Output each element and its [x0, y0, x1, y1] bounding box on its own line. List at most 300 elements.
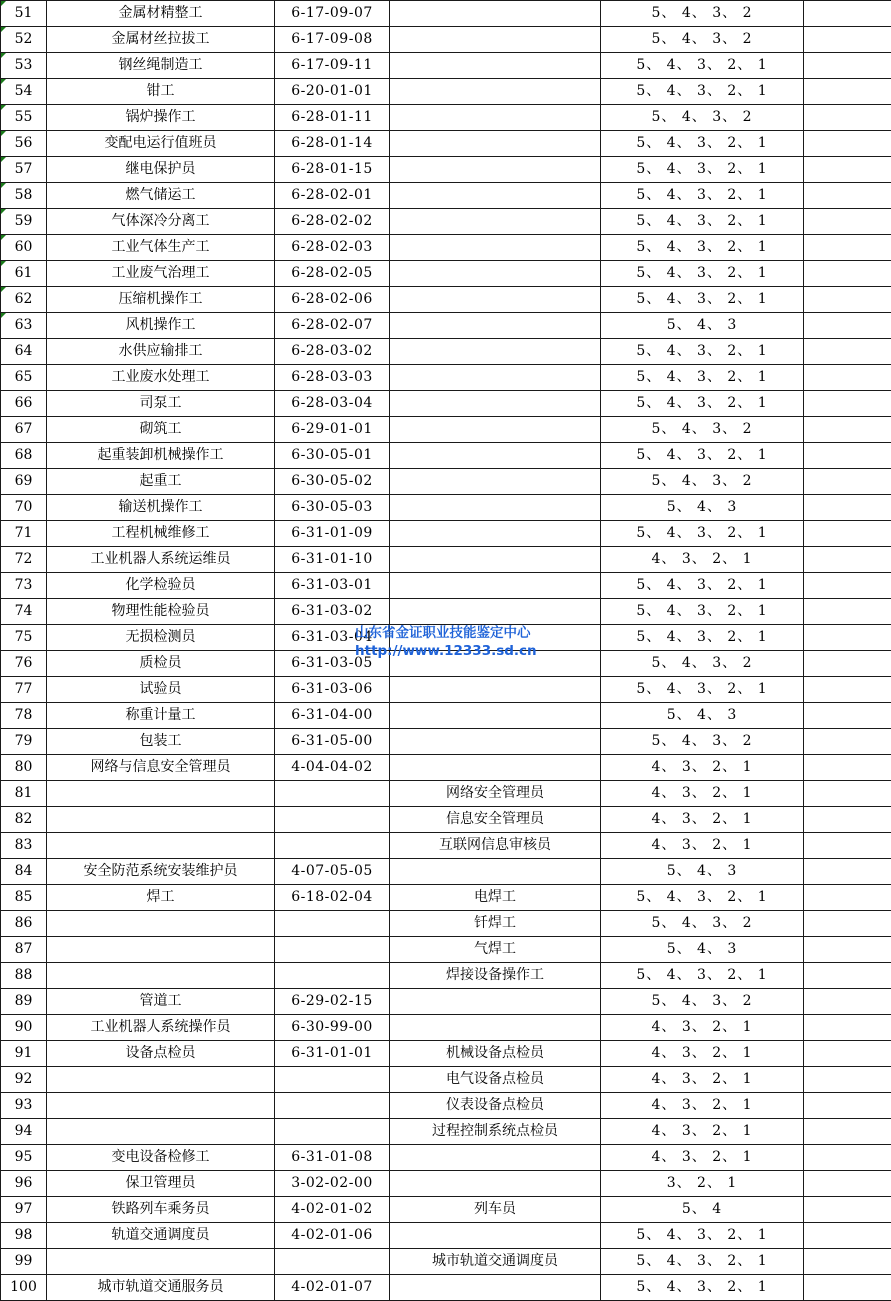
row-number-cell[interactable]	[1, 339, 47, 365]
occupation-name-cell[interactable]	[47, 1223, 275, 1249]
occupation-code-cell[interactable]	[275, 1171, 390, 1197]
occupation-code-cell[interactable]	[275, 157, 390, 183]
skill-levels-cell[interactable]	[601, 53, 804, 79]
work-type-cell[interactable]	[390, 339, 601, 365]
row-number-cell[interactable]	[1, 209, 47, 235]
skill-levels-cell[interactable]	[601, 391, 804, 417]
row-number-cell[interactable]	[1, 625, 47, 651]
work-type-cell[interactable]	[390, 807, 601, 833]
occupation-name-cell[interactable]	[47, 625, 275, 651]
skill-levels-cell[interactable]	[601, 677, 804, 703]
occupation-code-cell[interactable]	[275, 781, 390, 807]
work-type-cell[interactable]	[390, 833, 601, 859]
occupation-code-cell[interactable]	[275, 391, 390, 417]
skill-levels-cell[interactable]	[601, 365, 804, 391]
occupation-code-cell[interactable]	[275, 1275, 390, 1301]
row-number-cell[interactable]	[1, 1041, 47, 1067]
row-number-cell[interactable]	[1, 885, 47, 911]
work-type-cell[interactable]	[390, 703, 601, 729]
occupation-name-cell[interactable]	[47, 1, 275, 27]
occupation-code-cell[interactable]	[275, 27, 390, 53]
remark-cell[interactable]	[804, 391, 891, 417]
occupation-name-cell[interactable]	[47, 261, 275, 287]
occupation-name-cell[interactable]	[47, 209, 275, 235]
work-type-cell[interactable]	[390, 755, 601, 781]
skill-levels-cell[interactable]	[601, 911, 804, 937]
occupation-code-cell[interactable]	[275, 443, 390, 469]
work-type-cell[interactable]	[390, 859, 601, 885]
row-number-cell[interactable]	[1, 1249, 47, 1275]
occupation-code-cell[interactable]	[275, 105, 390, 131]
skill-levels-cell[interactable]	[601, 781, 804, 807]
work-type-cell[interactable]	[390, 781, 601, 807]
row-number-cell[interactable]	[1, 495, 47, 521]
occupation-code-cell[interactable]	[275, 131, 390, 157]
occupation-name-cell[interactable]	[47, 1041, 275, 1067]
remark-cell[interactable]	[804, 937, 891, 963]
work-type-cell[interactable]	[390, 443, 601, 469]
skill-levels-cell[interactable]	[601, 157, 804, 183]
occupation-name-cell[interactable]	[47, 1067, 275, 1093]
skill-levels-cell[interactable]	[601, 729, 804, 755]
skill-levels-cell[interactable]	[601, 313, 804, 339]
work-type-cell[interactable]	[390, 1171, 601, 1197]
row-number-cell[interactable]	[1, 573, 47, 599]
remark-cell[interactable]	[804, 1093, 891, 1119]
row-number-cell[interactable]	[1, 417, 47, 443]
occupation-name-cell[interactable]	[47, 27, 275, 53]
row-number-cell[interactable]	[1, 27, 47, 53]
remark-cell[interactable]	[804, 79, 891, 105]
skill-levels-cell[interactable]	[601, 547, 804, 573]
work-type-cell[interactable]	[390, 183, 601, 209]
work-type-cell[interactable]	[390, 963, 601, 989]
remark-cell[interactable]	[804, 521, 891, 547]
row-number-cell[interactable]	[1, 1171, 47, 1197]
remark-cell[interactable]	[804, 963, 891, 989]
occupation-name-cell[interactable]	[47, 235, 275, 261]
row-number-cell[interactable]	[1, 105, 47, 131]
skill-levels-cell[interactable]	[601, 521, 804, 547]
work-type-cell[interactable]	[390, 79, 601, 105]
skill-levels-cell[interactable]	[601, 963, 804, 989]
occupation-name-cell[interactable]	[47, 729, 275, 755]
skill-levels-cell[interactable]	[601, 27, 804, 53]
row-number-cell[interactable]	[1, 599, 47, 625]
work-type-cell[interactable]	[390, 1119, 601, 1145]
skill-levels-cell[interactable]	[601, 573, 804, 599]
remark-cell[interactable]	[804, 1275, 891, 1301]
occupation-code-cell[interactable]	[275, 417, 390, 443]
work-type-cell[interactable]	[390, 547, 601, 573]
occupation-code-cell[interactable]	[275, 261, 390, 287]
skill-levels-cell[interactable]	[601, 235, 804, 261]
work-type-cell[interactable]	[390, 1041, 601, 1067]
work-type-cell[interactable]	[390, 131, 601, 157]
skill-levels-cell[interactable]	[601, 287, 804, 313]
skill-levels-cell[interactable]	[601, 1249, 804, 1275]
remark-cell[interactable]	[804, 989, 891, 1015]
work-type-cell[interactable]	[390, 989, 601, 1015]
occupation-name-cell[interactable]	[47, 1249, 275, 1275]
remark-cell[interactable]	[804, 1171, 891, 1197]
occupation-name-cell[interactable]	[47, 495, 275, 521]
row-number-cell[interactable]	[1, 937, 47, 963]
skill-levels-cell[interactable]	[601, 937, 804, 963]
skill-levels-cell[interactable]	[601, 807, 804, 833]
row-number-cell[interactable]	[1, 1, 47, 27]
remark-cell[interactable]	[804, 235, 891, 261]
row-number-cell[interactable]	[1, 807, 47, 833]
row-number-cell[interactable]	[1, 1223, 47, 1249]
row-number-cell[interactable]	[1, 911, 47, 937]
row-number-cell[interactable]	[1, 313, 47, 339]
occupation-name-cell[interactable]	[47, 807, 275, 833]
remark-cell[interactable]	[804, 677, 891, 703]
work-type-cell[interactable]	[390, 599, 601, 625]
remark-cell[interactable]	[804, 417, 891, 443]
occupation-code-cell[interactable]	[275, 1223, 390, 1249]
row-number-cell[interactable]	[1, 391, 47, 417]
remark-cell[interactable]	[804, 105, 891, 131]
occupation-code-cell[interactable]	[275, 677, 390, 703]
work-type-cell[interactable]	[390, 937, 601, 963]
work-type-cell[interactable]	[390, 885, 601, 911]
occupation-name-cell[interactable]	[47, 287, 275, 313]
remark-cell[interactable]	[804, 781, 891, 807]
remark-cell[interactable]	[804, 1197, 891, 1223]
occupation-code-cell[interactable]	[275, 469, 390, 495]
occupation-name-cell[interactable]	[47, 1275, 275, 1301]
work-type-cell[interactable]	[390, 469, 601, 495]
work-type-cell[interactable]	[390, 365, 601, 391]
skill-levels-cell[interactable]	[601, 1145, 804, 1171]
skill-levels-cell[interactable]	[601, 1223, 804, 1249]
work-type-cell[interactable]	[390, 53, 601, 79]
row-number-cell[interactable]	[1, 469, 47, 495]
occupation-name-cell[interactable]	[47, 443, 275, 469]
row-number-cell[interactable]	[1, 963, 47, 989]
remark-cell[interactable]	[804, 703, 891, 729]
occupation-name-cell[interactable]	[47, 131, 275, 157]
skill-levels-cell[interactable]	[601, 261, 804, 287]
occupation-name-cell[interactable]	[47, 79, 275, 105]
occupation-code-cell[interactable]	[275, 859, 390, 885]
skill-levels-cell[interactable]	[601, 703, 804, 729]
row-number-cell[interactable]	[1, 183, 47, 209]
occupation-name-cell[interactable]	[47, 989, 275, 1015]
remark-cell[interactable]	[804, 911, 891, 937]
remark-cell[interactable]	[804, 287, 891, 313]
occupation-code-cell[interactable]	[275, 573, 390, 599]
occupation-name-cell[interactable]	[47, 1171, 275, 1197]
row-number-cell[interactable]	[1, 833, 47, 859]
occupation-code-cell[interactable]	[275, 1067, 390, 1093]
work-type-cell[interactable]	[390, 313, 601, 339]
remark-cell[interactable]	[804, 261, 891, 287]
remark-cell[interactable]	[804, 469, 891, 495]
occupation-code-cell[interactable]	[275, 287, 390, 313]
occupation-code-cell[interactable]	[275, 963, 390, 989]
occupation-code-cell[interactable]	[275, 235, 390, 261]
occupation-name-cell[interactable]	[47, 677, 275, 703]
occupation-code-cell[interactable]	[275, 53, 390, 79]
occupation-code-cell[interactable]	[275, 79, 390, 105]
remark-cell[interactable]	[804, 547, 891, 573]
row-number-cell[interactable]	[1, 1093, 47, 1119]
occupation-name-cell[interactable]	[47, 859, 275, 885]
row-number-cell[interactable]	[1, 1197, 47, 1223]
occupation-code-cell[interactable]	[275, 209, 390, 235]
occupation-code-cell[interactable]	[275, 183, 390, 209]
skill-levels-cell[interactable]	[601, 1275, 804, 1301]
skill-levels-cell[interactable]	[601, 755, 804, 781]
remark-cell[interactable]	[804, 1015, 891, 1041]
occupation-name-cell[interactable]	[47, 651, 275, 677]
remark-cell[interactable]	[804, 729, 891, 755]
work-type-cell[interactable]	[390, 677, 601, 703]
work-type-cell[interactable]	[390, 287, 601, 313]
work-type-cell[interactable]	[390, 521, 601, 547]
remark-cell[interactable]	[804, 625, 891, 651]
skill-levels-cell[interactable]	[601, 469, 804, 495]
occupation-code-cell[interactable]	[275, 495, 390, 521]
remark-cell[interactable]	[804, 1041, 891, 1067]
work-type-cell[interactable]	[390, 1067, 601, 1093]
remark-cell[interactable]	[804, 157, 891, 183]
work-type-cell[interactable]	[390, 911, 601, 937]
occupation-name-cell[interactable]	[47, 703, 275, 729]
row-number-cell[interactable]	[1, 1119, 47, 1145]
occupation-name-cell[interactable]	[47, 53, 275, 79]
skill-levels-cell[interactable]	[601, 651, 804, 677]
occupation-name-cell[interactable]	[47, 1015, 275, 1041]
work-type-cell[interactable]	[390, 417, 601, 443]
work-type-cell[interactable]	[390, 1275, 601, 1301]
occupation-name-cell[interactable]	[47, 547, 275, 573]
remark-cell[interactable]	[804, 807, 891, 833]
skill-levels-cell[interactable]	[601, 79, 804, 105]
remark-cell[interactable]	[804, 53, 891, 79]
skill-levels-cell[interactable]	[601, 339, 804, 365]
remark-cell[interactable]	[804, 27, 891, 53]
skill-levels-cell[interactable]	[601, 833, 804, 859]
occupation-code-cell[interactable]	[275, 807, 390, 833]
skill-levels-cell[interactable]	[601, 131, 804, 157]
skill-levels-cell[interactable]	[601, 443, 804, 469]
occupation-name-cell[interactable]	[47, 599, 275, 625]
skill-levels-cell[interactable]	[601, 1041, 804, 1067]
remark-cell[interactable]	[804, 755, 891, 781]
occupation-code-cell[interactable]	[275, 937, 390, 963]
occupation-code-cell[interactable]	[275, 1, 390, 27]
occupation-name-cell[interactable]	[47, 937, 275, 963]
row-number-cell[interactable]	[1, 261, 47, 287]
occupation-name-cell[interactable]	[47, 1119, 275, 1145]
remark-cell[interactable]	[804, 495, 891, 521]
row-number-cell[interactable]	[1, 365, 47, 391]
occupation-code-cell[interactable]	[275, 833, 390, 859]
skill-levels-cell[interactable]	[601, 1067, 804, 1093]
work-type-cell[interactable]	[390, 1, 601, 27]
skill-levels-cell[interactable]	[601, 885, 804, 911]
row-number-cell[interactable]	[1, 859, 47, 885]
occupation-code-cell[interactable]	[275, 885, 390, 911]
row-number-cell[interactable]	[1, 1145, 47, 1171]
occupation-name-cell[interactable]	[47, 963, 275, 989]
work-type-cell[interactable]	[390, 1223, 601, 1249]
occupation-code-cell[interactable]	[275, 1041, 390, 1067]
occupation-name-cell[interactable]	[47, 391, 275, 417]
remark-cell[interactable]	[804, 599, 891, 625]
occupation-name-cell[interactable]	[47, 573, 275, 599]
occupation-name-cell[interactable]	[47, 365, 275, 391]
row-number-cell[interactable]	[1, 547, 47, 573]
occupation-code-cell[interactable]	[275, 911, 390, 937]
row-number-cell[interactable]	[1, 443, 47, 469]
occupation-code-cell[interactable]	[275, 1249, 390, 1275]
remark-cell[interactable]	[804, 573, 891, 599]
occupation-code-cell[interactable]	[275, 1197, 390, 1223]
work-type-cell[interactable]	[390, 573, 601, 599]
work-type-cell[interactable]	[390, 495, 601, 521]
skill-levels-cell[interactable]	[601, 1, 804, 27]
remark-cell[interactable]	[804, 131, 891, 157]
occupation-name-cell[interactable]	[47, 1093, 275, 1119]
remark-cell[interactable]	[804, 1119, 891, 1145]
remark-cell[interactable]	[804, 209, 891, 235]
row-number-cell[interactable]	[1, 131, 47, 157]
work-type-cell[interactable]	[390, 651, 601, 677]
occupation-name-cell[interactable]	[47, 339, 275, 365]
skill-levels-cell[interactable]	[601, 1093, 804, 1119]
skill-levels-cell[interactable]	[601, 1171, 804, 1197]
remark-cell[interactable]	[804, 651, 891, 677]
occupation-name-cell[interactable]	[47, 313, 275, 339]
work-type-cell[interactable]	[390, 1249, 601, 1275]
work-type-cell[interactable]	[390, 261, 601, 287]
occupation-name-cell[interactable]	[47, 755, 275, 781]
skill-levels-cell[interactable]	[601, 495, 804, 521]
work-type-cell[interactable]	[390, 209, 601, 235]
skill-levels-cell[interactable]	[601, 1015, 804, 1041]
skill-levels-cell[interactable]	[601, 209, 804, 235]
row-number-cell[interactable]	[1, 729, 47, 755]
remark-cell[interactable]	[804, 443, 891, 469]
occupation-code-cell[interactable]	[275, 1145, 390, 1171]
remark-cell[interactable]	[804, 365, 891, 391]
occupation-code-cell[interactable]	[275, 625, 390, 651]
occupation-name-cell[interactable]	[47, 833, 275, 859]
occupation-code-cell[interactable]	[275, 1093, 390, 1119]
row-number-cell[interactable]	[1, 755, 47, 781]
remark-cell[interactable]	[804, 833, 891, 859]
occupation-name-cell[interactable]	[47, 469, 275, 495]
row-number-cell[interactable]	[1, 1067, 47, 1093]
occupation-name-cell[interactable]	[47, 417, 275, 443]
occupation-code-cell[interactable]	[275, 651, 390, 677]
work-type-cell[interactable]	[390, 391, 601, 417]
work-type-cell[interactable]	[390, 1093, 601, 1119]
row-number-cell[interactable]	[1, 157, 47, 183]
skill-levels-cell[interactable]	[601, 625, 804, 651]
occupation-code-cell[interactable]	[275, 703, 390, 729]
work-type-cell[interactable]	[390, 1145, 601, 1171]
occupation-code-cell[interactable]	[275, 755, 390, 781]
occupation-code-cell[interactable]	[275, 599, 390, 625]
work-type-cell[interactable]	[390, 729, 601, 755]
row-number-cell[interactable]	[1, 53, 47, 79]
occupation-code-cell[interactable]	[275, 989, 390, 1015]
work-type-cell[interactable]	[390, 625, 601, 651]
occupation-code-cell[interactable]	[275, 521, 390, 547]
skill-levels-cell[interactable]	[601, 105, 804, 131]
skill-levels-cell[interactable]	[601, 1119, 804, 1145]
occupation-name-cell[interactable]	[47, 521, 275, 547]
row-number-cell[interactable]	[1, 677, 47, 703]
row-number-cell[interactable]	[1, 521, 47, 547]
occupation-code-cell[interactable]	[275, 1119, 390, 1145]
skill-levels-cell[interactable]	[601, 1197, 804, 1223]
occupation-code-cell[interactable]	[275, 339, 390, 365]
remark-cell[interactable]	[804, 859, 891, 885]
work-type-cell[interactable]	[390, 105, 601, 131]
row-number-cell[interactable]	[1, 235, 47, 261]
row-number-cell[interactable]	[1, 651, 47, 677]
occupation-name-cell[interactable]	[47, 885, 275, 911]
remark-cell[interactable]	[804, 885, 891, 911]
remark-cell[interactable]	[804, 1067, 891, 1093]
work-type-cell[interactable]	[390, 1197, 601, 1223]
remark-cell[interactable]	[804, 1, 891, 27]
remark-cell[interactable]	[804, 1249, 891, 1275]
remark-cell[interactable]	[804, 183, 891, 209]
occupation-code-cell[interactable]	[275, 729, 390, 755]
occupation-name-cell[interactable]	[47, 105, 275, 131]
occupation-name-cell[interactable]	[47, 157, 275, 183]
occupation-code-cell[interactable]	[275, 365, 390, 391]
row-number-cell[interactable]	[1, 79, 47, 105]
skill-levels-cell[interactable]	[601, 599, 804, 625]
skill-levels-cell[interactable]	[601, 417, 804, 443]
work-type-cell[interactable]	[390, 27, 601, 53]
skill-levels-cell[interactable]	[601, 183, 804, 209]
skill-levels-cell[interactable]	[601, 989, 804, 1015]
row-number-cell[interactable]	[1, 781, 47, 807]
remark-cell[interactable]	[804, 1145, 891, 1171]
row-number-cell[interactable]	[1, 989, 47, 1015]
row-number-cell[interactable]	[1, 1015, 47, 1041]
occupation-name-cell[interactable]	[47, 1197, 275, 1223]
occupation-code-cell[interactable]	[275, 1015, 390, 1041]
remark-cell[interactable]	[804, 313, 891, 339]
occupation-name-cell[interactable]	[47, 183, 275, 209]
occupation-code-cell[interactable]	[275, 313, 390, 339]
remark-cell[interactable]	[804, 1223, 891, 1249]
work-type-cell[interactable]	[390, 235, 601, 261]
remark-cell[interactable]	[804, 339, 891, 365]
occupation-name-cell[interactable]	[47, 911, 275, 937]
occupation-name-cell[interactable]	[47, 1145, 275, 1171]
occupation-name-cell[interactable]	[47, 781, 275, 807]
skill-levels-cell[interactable]	[601, 859, 804, 885]
work-type-cell[interactable]	[390, 157, 601, 183]
row-number-cell[interactable]	[1, 703, 47, 729]
row-number-cell[interactable]	[1, 1275, 47, 1301]
row-number-cell[interactable]	[1, 287, 47, 313]
occupation-code-cell[interactable]	[275, 547, 390, 573]
work-type-cell[interactable]	[390, 1015, 601, 1041]
